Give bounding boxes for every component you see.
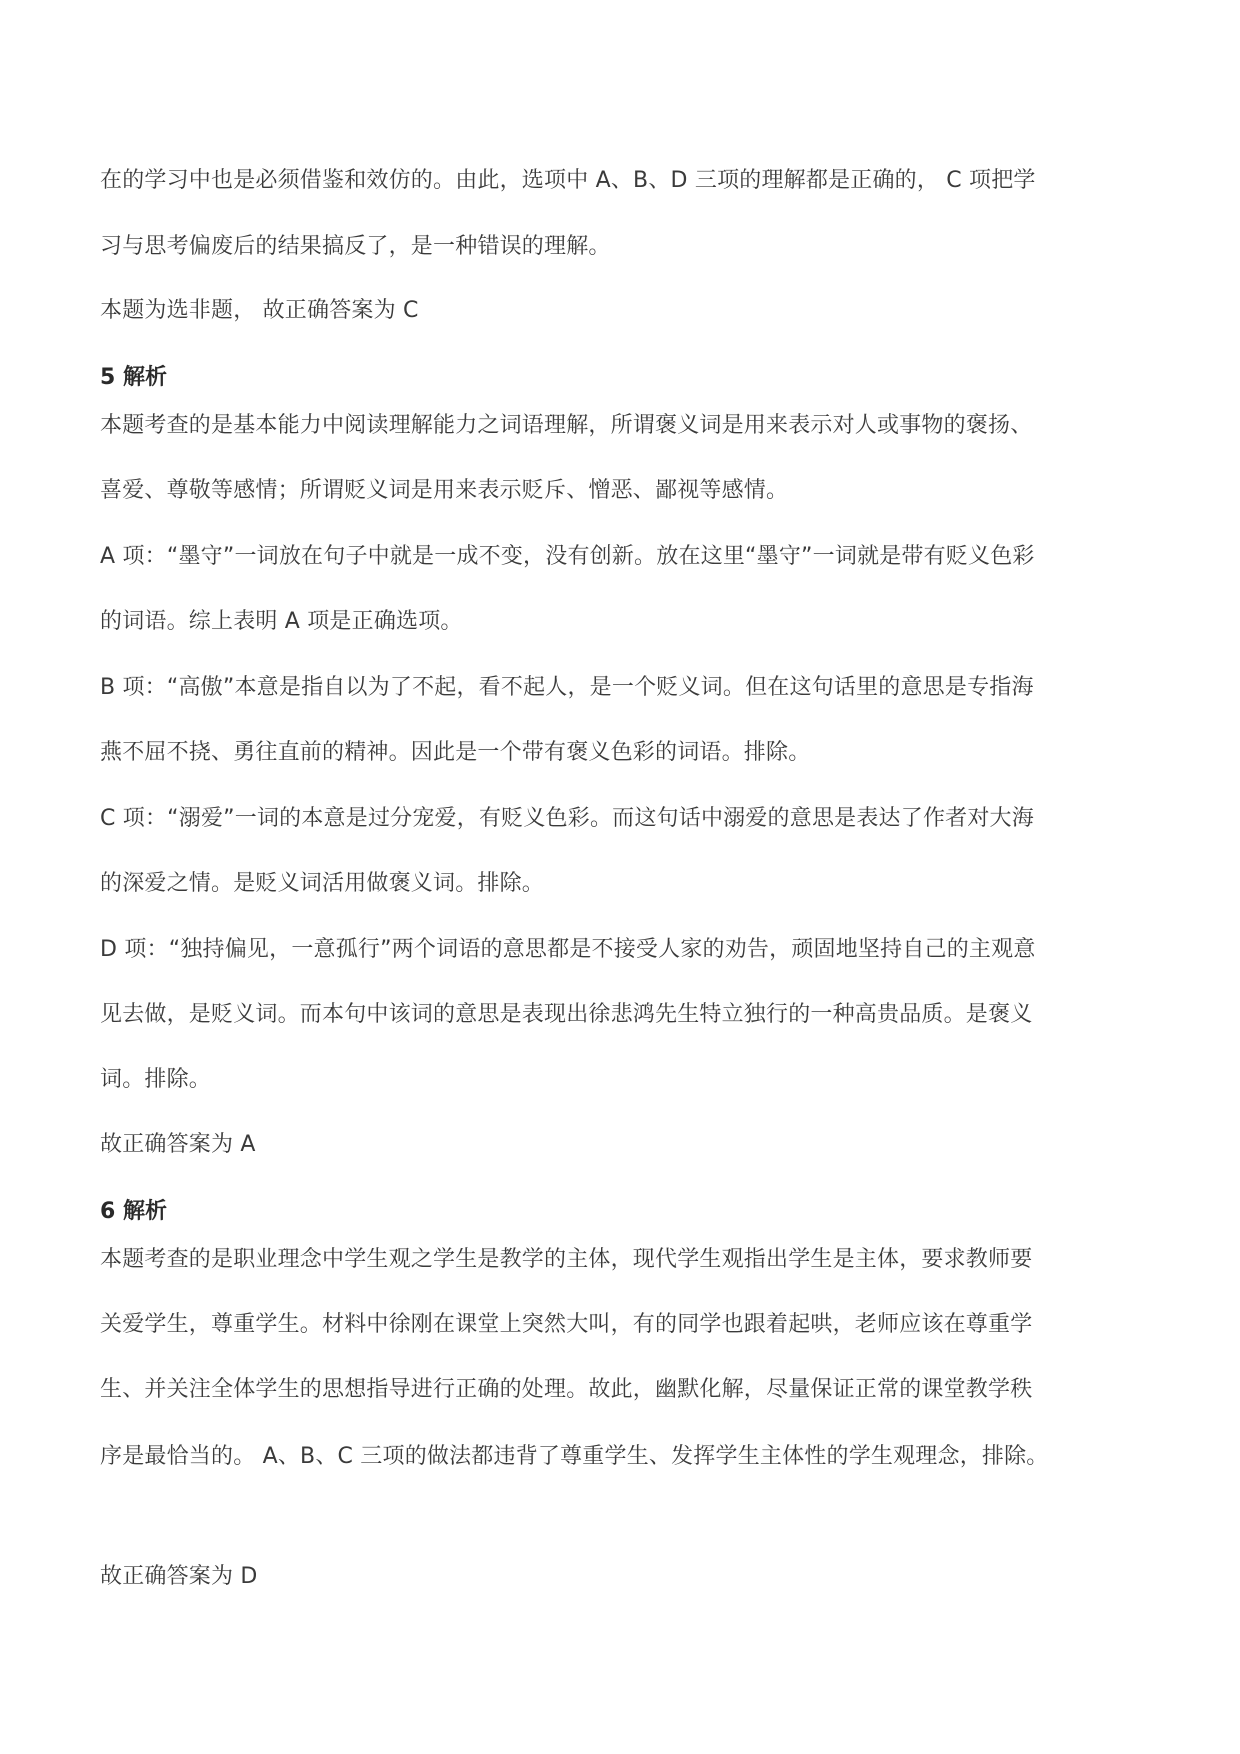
section-6-answer: 故正确答案为 D	[100, 1564, 258, 1589]
section-5-heading: 5 解析	[100, 365, 167, 390]
section-5-item-d-line-2: 见去做，是贬义词。而本句中该词的意思是表现出徐悲鸿先生特立独行的一种高贵品质。是褒义	[100, 1002, 1033, 1027]
section-6-line-4: 序是最恰当的。 A、B、C 三项的做法都违背了尊重学生、发挥学生主体性的学生观理念，排除。	[100, 1444, 1049, 1469]
section-5-item-d-line-1: D 项：“独持偏见，一意孤行”两个词语的意思都是不接受人家的劝告，顽固地坚持自己的主观意	[100, 937, 1036, 962]
section-5-item-b-line-1: B 项：“高傲”本意是指自以为了不起，看不起人，是一个贬义词。但在这句话里的意思是专指海	[100, 675, 1034, 700]
section-5-intro-line-1: 本题考查的是基本能力中阅读理解能力之词语理解，所谓褒义词是用来表示对人或事物的褒扬、	[100, 413, 1033, 438]
section-5-item-a-line-1: A 项：“墨守”一词放在句子中就是一成不变，没有创新。放在这里“墨守”一词就是带有贬义色彩	[100, 544, 1035, 569]
section-6-heading: 6 解析	[100, 1199, 167, 1224]
section-6-line-3: 生、并关注全体学生的思想指导进行正确的处理。故此，幽默化解，尽量保证正常的课堂教学秩	[100, 1377, 1033, 1402]
section-6-line-1: 本题考查的是职业理念中学生观之学生是教学的主体，现代学生观指出学生是主体，要求教师要	[100, 1247, 1033, 1272]
section-6-line-2: 关爱学生，尊重学生。材料中徐刚在课堂上突然大叫，有的同学也跟着起哄，老师应该在尊重学	[100, 1312, 1033, 1337]
section-5-item-c-line-2: 的深爱之情。是贬义词活用做褒义词。排除。	[100, 871, 545, 896]
section-5-item-a-line-2: 的词语。综上表明 A 项是正确选项。	[100, 609, 463, 634]
continuation-line-1: 在的学习中也是必须借鉴和效仿的。由此，选项中 A、B、D 三项的理解都是正确的， C 项把学	[100, 168, 1036, 193]
section-5-item-d-line-3: 词。排除。	[100, 1067, 212, 1092]
section-5-item-b-line-2: 燕不屈不挠、勇往直前的精神。因此是一个带有褒义色彩的词语。排除。	[100, 740, 811, 765]
continuation-answer: 本题为选非题， 故正确答案为 C	[100, 298, 419, 323]
continuation-line-2: 习与思考偏废后的结果搞反了，是一种错误的理解。	[100, 234, 611, 259]
section-5-answer: 故正确答案为 A	[100, 1132, 256, 1157]
section-5-item-c-line-1: C 项：“溺爱”一词的本意是过分宠爱，有贬义色彩。而这句话中溺爱的意思是表达了作者对大海	[100, 806, 1034, 831]
section-5-intro-line-2: 喜爱、尊敬等感情；所谓贬义词是用来表示贬斥、憎恶、鄙视等感情。	[100, 478, 789, 503]
